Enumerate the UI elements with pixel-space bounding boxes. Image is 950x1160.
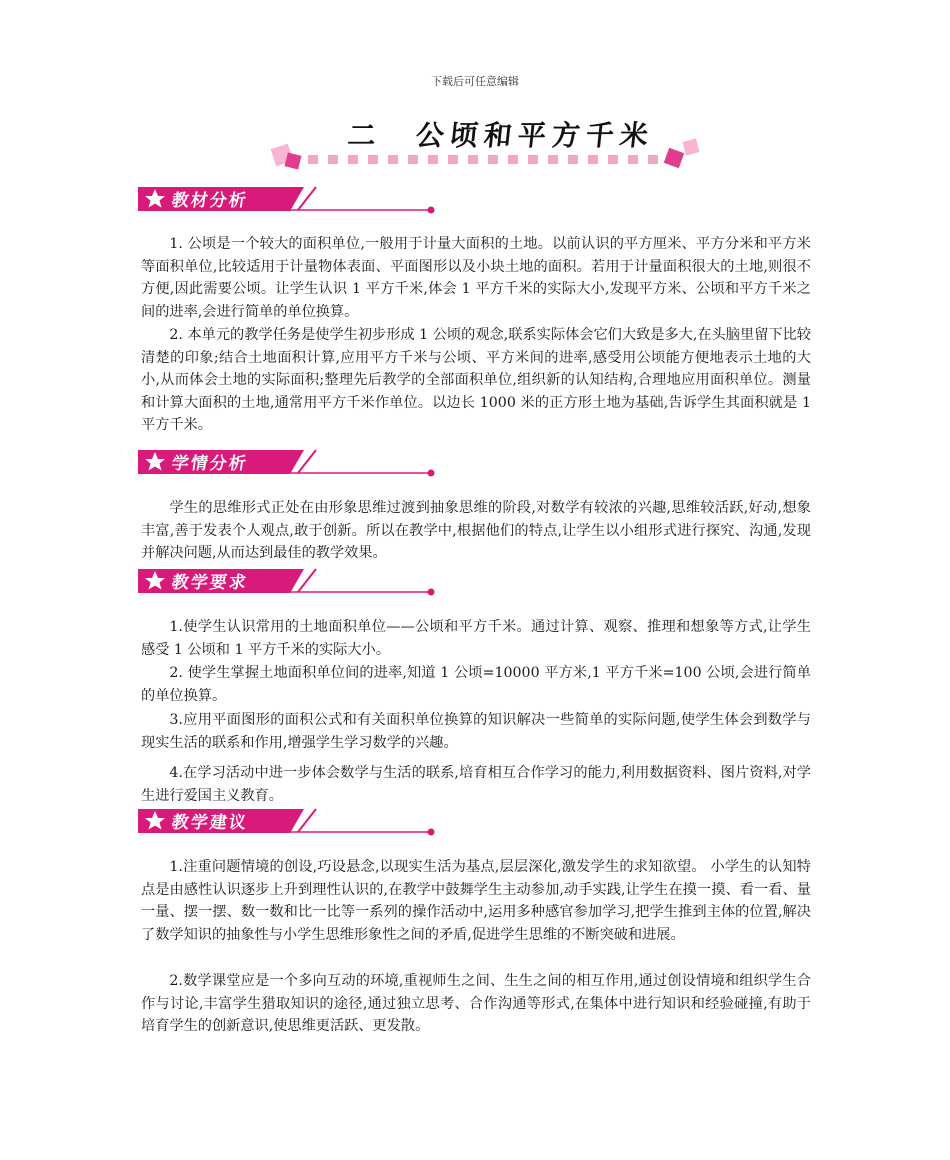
- chapter-title-block: [270, 110, 710, 170]
- section-heading-label: 教材分析: [170, 191, 250, 211]
- paragraph: 2. 本单元的教学任务是使学生初步形成 1 公顷的观念,联系实际体会它们大致是多大,在头脑里留下比较清楚的印象;结合土地面积计算,应用平方千米与公顷、平方米间的进率,感受用公顷能方便地表示土地的大小,从而体会土地的实际面积;整理先后教学的全部面积单位,组织新的认知结构,合理地应用面积单位。测量和计算大面积的土地,通常用平方千米作单位。以边长 1000 米的正方形土地为基础,告诉学生其面积就是 1 平方千米。: [141, 327, 811, 434]
- paragraph: 1.注重问题情境的创设,巧设悬念,以现实生活为基点,层层深化,激发学生的求知欲望。 小学生的认知特点是由感性认识逐步上升到理性认识的,在教学中鼓舞学生主动参加,动手实践,让学生在摸一摸、看一看、量一量、摆一摆、数一数和比一比等一系列的操作活动中,运用多种感官参加学习,把学生推到主体的位置,解决了数学知识的抽象性与小学生思维形象性之间的矛盾,促进学生思维的不断突破和进展。: [141, 859, 811, 943]
- paragraph: 2. 使学生掌握土地面积单位间的进率,知道 1 公顷=10000 平方米,1 平方千米=100 公顷,会进行简单的单位换算。: [141, 665, 811, 704]
- section-heading-requirements: [138, 565, 438, 599]
- section-heading-suggestions: [138, 805, 438, 839]
- paragraph: 4.在学习活动中进一步体会数学与生活的联系,培育相互合作学习的能力,利用数据资料、图片资料,对学生进行爱国主义教育。: [141, 765, 811, 804]
- section-heading-analysis: [138, 183, 438, 217]
- page-header-note: 下载后可任意编辑: [431, 75, 519, 88]
- section-heading-label: 教学要求: [170, 573, 250, 593]
- paragraph: 1.使学生认识常用的土地面积单位——公顷和平方千米。通过计算、观察、推理和想象等方式,让学生感受 1 公顷和 1 平方千米的实际大小。: [141, 619, 811, 658]
- section-heading-label: 学情分析: [170, 454, 250, 474]
- paragraph: 3.应用平面图形的面积公式和有关面积单位换算的知识解决一些简单的实际问题,使学生体会到数学与现实生活的联系和作用,增强学生学习数学的兴趣。: [141, 712, 811, 751]
- chapter-title: 二 公顷和平方千米: [346, 119, 656, 152]
- paragraph: 1. 公顷是一个较大的面积单位,一般用于计量大面积的土地。以前认识的平方厘米、平方分米和平方米等面积单位,比较适用于计量物体表面、平面图形以及小块土地的面积。若用于计量面积很大的土地,则很不方便,因此需要公顷。让学生认识 1 平方千米,体会 1 平方千米的实际大小,发现平方米、公顷和平方千米之间的进率,会进行简单的单位换算。: [141, 236, 811, 320]
- paragraph: 学生的思维形式正处在由形象思维过渡到抽象思维的阶段,对数学有较浓的兴趣,思维较活跃,好动,想象丰富,善于发表个人观点,敢于创新。所以在教学中,根据他们的特点,让学生以小组形式进行探究、沟通,发现并解决问题,从而达到最佳的教学效果。: [141, 500, 811, 562]
- section-heading-students: [138, 446, 438, 480]
- section-heading-label: 教学建议: [170, 813, 250, 833]
- paragraph: 2.数学课堂应是一个多向互动的环境,重视师生之间、生生之间的相互作用,通过创设情境和组织学生合作与讨论,丰富学生猎取知识的途径,通过独立思考、合作沟通等形式,在集体中进行知识和经验碰撞,有助于培育学生的创新意识,使思维更活跃、更发散。: [141, 973, 811, 1035]
